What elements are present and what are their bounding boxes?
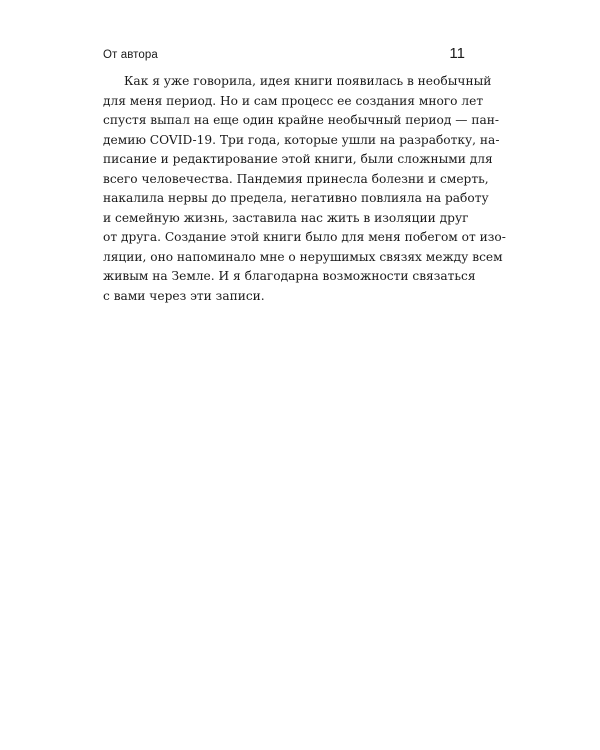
text-line: накалила нервы до предела, негативно повлияла на работу [103, 191, 489, 206]
text-line: всего человечества. Пандемия принесла болезни и смерть, [103, 171, 489, 186]
text-line: от друга. Создание этой книги было для меня побегом от изо- [103, 230, 506, 245]
section-title: От автора [103, 49, 158, 61]
text-line: писание и редактирование этой книги, были сложными для [103, 152, 493, 167]
text-line: с вами через эти записи. [103, 289, 265, 304]
text-line: демию COVID-19. Три года, которые ушли на разработку, на- [103, 132, 500, 147]
text-line: спустя выпал на еще один крайне необычный период — пан- [103, 113, 499, 128]
text-line: и семейную жизнь, заставила нас жить в изоляции друг [103, 210, 469, 225]
page-number: 11 [449, 45, 465, 62]
body-paragraph [103, 72, 506, 307]
text-line: Как я уже говорила, идея книги появилась в необычный [124, 74, 492, 88]
text-line: живым на Земле. И я благодарна возможности связаться [103, 269, 476, 284]
text-line: для меня период. Но и сам процесс ее создания много лет [103, 93, 484, 108]
running-head [103, 45, 467, 65]
text-line: ляции, оно напоминало мне о нерушимых связях между всем [103, 249, 503, 264]
